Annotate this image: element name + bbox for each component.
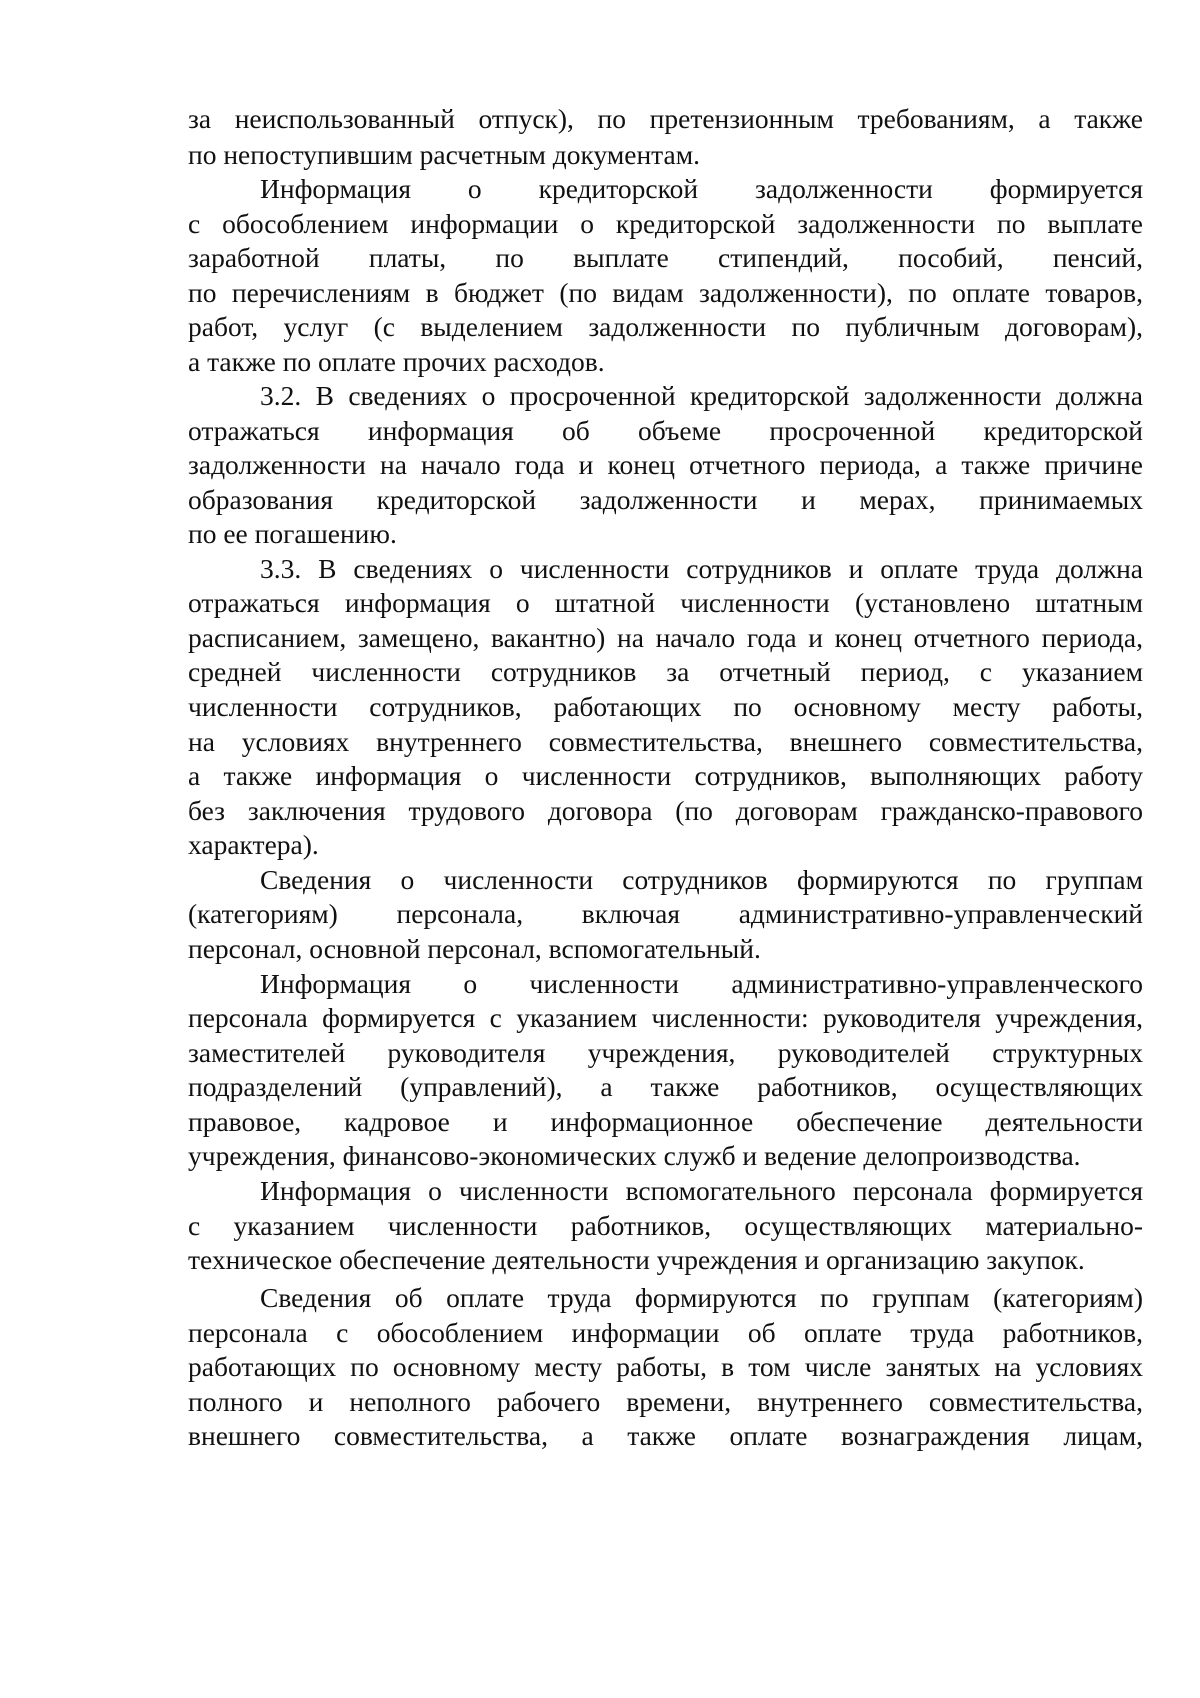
- text-line: подразделений (управлений), а также работников, осуществляющих: [188, 1071, 1143, 1102]
- text-line: отражаться информация о штатной численности (установлено штатным: [188, 587, 1143, 618]
- text-line: Сведения об оплате труда формируются по группам (категориям): [260, 1282, 1143, 1313]
- text-line: по ее погашению.: [188, 518, 397, 549]
- text-line: персонала с обособлением информации об оплате труда работников,: [188, 1317, 1143, 1348]
- text-line: а также информация о численности сотрудников, выполняющих работу: [188, 760, 1143, 791]
- text-line: персонал, основной персонал, вспомогательный.: [188, 933, 761, 964]
- text-line: без заключения трудового договора (по договорам гражданско-правового: [188, 795, 1143, 826]
- text-line: по непоступившим расчетным документам.: [188, 139, 701, 170]
- text-line: Сведения о численности сотрудников формируются по группам: [260, 864, 1143, 895]
- text-line: (категориям) персонала, включая административно-управленческий: [188, 898, 1143, 929]
- text-line: правовое, кадровое и информационное обеспечение деятельности: [188, 1106, 1143, 1137]
- text-line: по перечислениям в бюджет (по видам задолженности), по оплате товаров,: [188, 277, 1143, 308]
- text-line: работающих по основному месту работы, в том числе занятых на условиях: [188, 1351, 1143, 1382]
- text-line: 3.3. В сведениях о численности сотрудников и оплате труда должна: [260, 553, 1143, 584]
- text-line: заработной платы, по выплате стипендий, пособий, пенсий,: [188, 242, 1143, 273]
- text-line: отражаться информация об объеме просроченной кредиторской: [188, 415, 1143, 446]
- text-line: за неиспользованный отпуск), по претензионным требованиям, а также: [188, 103, 1143, 134]
- text-line: с обособлением информации о кредиторской задолженности по выплате: [188, 208, 1143, 239]
- text-line: техническое обеспечение деятельности учреждения и организацию закупок.: [188, 1244, 1085, 1275]
- text-line: Информация о кредиторской задолженности формируется: [260, 173, 1143, 204]
- text-line: Информация о численности административно-управленческого: [260, 968, 1143, 999]
- text-line: 3.2. В сведениях о просроченной кредиторской задолженности должна: [260, 380, 1143, 411]
- text-line: задолженности на начало года и конец отчетного периода, а также причине: [188, 449, 1143, 480]
- text-line: Информация о численности вспомогательного персонала формируется: [260, 1175, 1143, 1206]
- text-line: численности сотрудников, работающих по основному месту работы,: [188, 691, 1143, 722]
- text-line: образования кредиторской задолженности и мерах, принимаемых: [188, 484, 1143, 515]
- text-line: работ, услуг (с выделением задолженности по публичным договорам),: [188, 311, 1143, 342]
- text-line: характера).: [188, 829, 319, 860]
- text-line: с указанием численности работников, осуществляющих материально-: [188, 1210, 1143, 1241]
- text-line: средней численности сотрудников за отчетный период, с указанием: [188, 656, 1143, 687]
- text-line: заместителей руководителя учреждения, руководителей структурных: [188, 1037, 1143, 1068]
- text-line: внешнего совместительства, а также оплате вознаграждения лицам,: [188, 1420, 1143, 1451]
- text-line: учреждения, финансово-экономических служб и ведение делопроизводства.: [188, 1140, 1081, 1171]
- text-line: расписанием, замещено, вакантно) на начало года и конец отчетного периода,: [188, 622, 1143, 653]
- text-line: а также по оплате прочих расходов.: [188, 346, 605, 377]
- text-line: на условиях внутреннего совместительства, внешнего совместительства,: [188, 726, 1143, 757]
- text-line: полного и неполного рабочего времени, внутреннего совместительства,: [188, 1386, 1143, 1417]
- text-line: персонала формируется с указанием численности: руководителя учреждения,: [188, 1002, 1143, 1033]
